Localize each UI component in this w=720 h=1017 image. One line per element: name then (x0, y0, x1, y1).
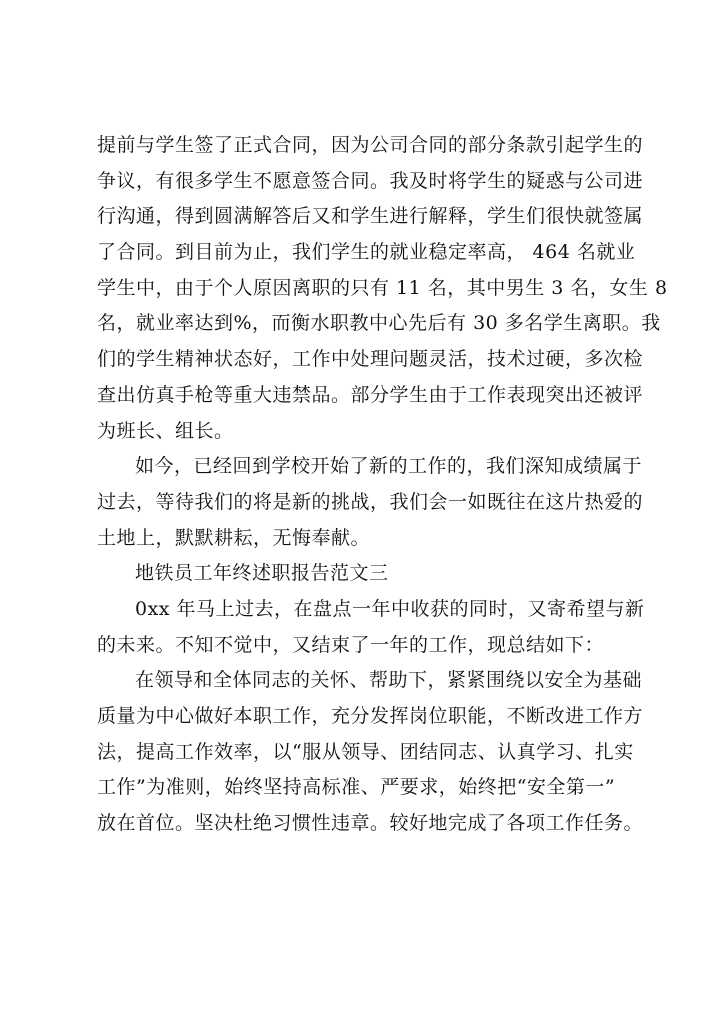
paragraph-start-line: 0xx 年马上过去，在盘点一年中收获的同时，又寄希望与新 (135, 597, 645, 620)
text-line: 学生中，由于个人原因离职的只有 11 名，其中男生 3 名，女生 8 (97, 276, 668, 299)
text-line: 过去，等待我们的将是新的挑战，我们会一如既往在这片热爱的 (97, 490, 644, 513)
text-line: 们的学生精神状态好，工作中处理问题灵活，技术过硬，多次检 (97, 348, 644, 371)
text-line: 放在首位。坚决杜绝习惯性违章。较好地完成了各项工作任务。 (97, 812, 644, 835)
text-line: 土地上，默默耕耘，无悔奉献。 (97, 526, 371, 549)
text-line: 为班长、组长。 (97, 419, 234, 442)
section-heading: 地铁员工年终述职报告范文三 (135, 562, 389, 585)
text-line: 名，就业率达到%，而衡水职教中心先后有 30 多名学生离职。我 (97, 312, 661, 335)
text-line: 的未来。不知不觉中，又结束了一年的工作，现总结如下： (97, 633, 605, 656)
text-line: 提前与学生签了正式合同，因为公司合同的部分条款引起学生的 (97, 134, 644, 156)
text-line: 查出仿真手枪等重大违禁品。部分学生由于工作表现突出还被评 (97, 383, 644, 406)
document-body (97, 128, 668, 842)
text-line: 质量为中心做好本职工作，充分发挥岗位职能，不断改进工作方 (97, 705, 644, 727)
text-line: 了合同。到目前为止，我们学生的就业稳定率高， 464 名就业 (97, 241, 636, 264)
paragraph-start-line: 如今，已经回到学校开始了新的工作的，我们深知成绩属于 (135, 455, 643, 478)
paragraph-start-line: 在领导和全体同志的关怀、帮助下，紧紧围绕以安全为基础 (135, 669, 643, 692)
text-line: 争议，有很多学生不愿意签合同。我及时将学生的疑惑与公司进 (97, 169, 644, 192)
text-line: 法，提高工作效率，以“服从领导、团结同志、认真学习、扎实 (97, 740, 634, 763)
text-line: 行沟通，得到圆满解答后又和学生进行解释，学生们很快就签属 (97, 205, 644, 228)
text-line: 工作”为准则，始终坚持高标准、严要求，始终把“安全第一” (97, 776, 616, 799)
